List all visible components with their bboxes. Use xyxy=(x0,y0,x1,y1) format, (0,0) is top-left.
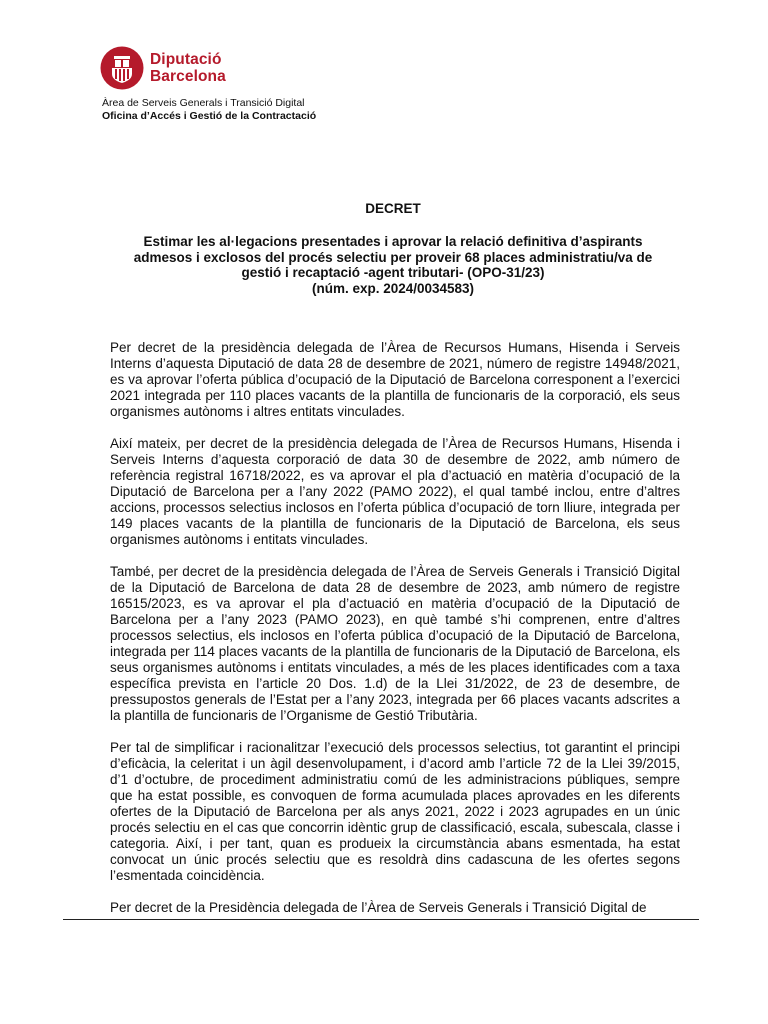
area-name: Àrea de Serveis Generals i Transició Digital xyxy=(102,97,305,109)
logo-name-line2: Barcelona xyxy=(150,68,226,85)
department-header xyxy=(102,97,316,122)
logo-wordmark xyxy=(150,51,226,85)
subject-line: admesos i exclosos del procés selectiu per proveir 68 places administratiu/va de xyxy=(133,249,653,265)
document-body xyxy=(110,340,680,932)
brand-logo xyxy=(100,46,226,90)
diputacio-seal-icon xyxy=(100,46,144,90)
office-name: Oficina d’Accés i Gestió de la Contractació xyxy=(102,109,317,122)
body-paragraph: Així mateix, per decret de la presidència delegada de l’Àrea de Recursos Humans, Hisenda i Serveis Interns d’aquesta corporació de data 30 de desembre de 2022, amb número de referència registral 16718/2022, es va aprovar el pla d’actuació en matèria d’ocupació de la Diputació de Barcelona per a l’any 2022 (PAMO 2022), el qual també inclou, entre d’altres accions, processos selectius inclosos en l’oferta pública d’ocupació de torn lliure, integrada per 149 places vacants de la plantilla de funcionaris de la Diputació de Barcelona, els seus organismes autònoms i entitats vinculades. xyxy=(110,436,680,547)
body-paragraph: També, per decret de la presidència delegada de l’Àrea de Serveis Generals i Transició Digital de la Diputació de Barcelona de data 28 de desembre de 2023, amb número de registre 16515/2023, es va aprovar el pla d’actuació en matèria d’ocupació de la Diputació de Barcelona per a l’any 2023 (PAMO 2023), en què també s’hi comprenen, entre d’altres processos selectius, els inclosos en l’oferta pública d’ocupació de la Diputació de Barcelona, integrada per 114 places vacants de la plantilla de funcionaris de la Diputació de Barcelona, els seus organismes autònoms i entitats vinculades, a més de les places identificades com a taxa específica prevista en l’article 20 Dos. 1.d) de la Llei 31/2022, de 23 de desembre, de pressupostos generals de l’Estat per a l’any 2023, integrada per 66 places vacants adscrites a la plantilla de funcionaris de l’Organisme de Gestió Tributària. xyxy=(110,564,680,723)
body-paragraph: Per decret de la presidència delegada de l’Àrea de Recursos Humans, Hisenda i Serveis Interns d’aquesta Diputació de data 28 de desembre de 2021, número de registre 14948/2021, es va aprovar l’oferta pública d’ocupació de la Diputació de Barcelona corresponent a l’exercici 2021 integrada per 110 places vacants de la plantilla de funcionaris de la corporació, els seus organismes autònoms i altres entitats vinculades. xyxy=(110,340,680,419)
document-subject xyxy=(120,234,666,296)
document-title: DECRET xyxy=(365,201,421,216)
logo-name-line1: Diputació xyxy=(150,51,222,68)
body-paragraph: Per tal de simplificar i racionalitzar l’execució dels processos selectius, tot garantint el principi d’eficàcia, la celeritat i un àgil desenvolupament, i d’acord amb l’article 72 de la Llei 39/2015, d’1 d’octubre, de procediment administratiu comú de les administracions públiques, sempre que ha estat possible, es convoquen de forma acumulada places aprovades en les diferents ofertes de la Diputació de Barcelona per als anys 2021, 2022 i 2023 agrupades en un únic procés selectiu en el cas que concorrin idèntic grup de classificació, escala, subescala, classe i categoria. Així, i per tant, quan es produeix la circumstància abans esmentada, ha estat convocat un únic procés selectiu que es resoldrà dins cadascuna de les ofertes segons l’esmentada coincidència. xyxy=(110,740,680,883)
subject-line: gestió i recaptació -agent tributari- (OPO-31/23) xyxy=(241,265,545,280)
footer-divider xyxy=(63,919,699,920)
subject-line: Estimar les al·legacions presentades i aprovar la relació definitiva d’aspirants xyxy=(143,234,643,249)
expedient-number: (núm. exp. 2024/0034583) xyxy=(311,280,475,296)
body-paragraph: Per decret de la Presidència delegada de l’Àrea de Serveis Generals i Transició Digital de xyxy=(110,900,647,915)
